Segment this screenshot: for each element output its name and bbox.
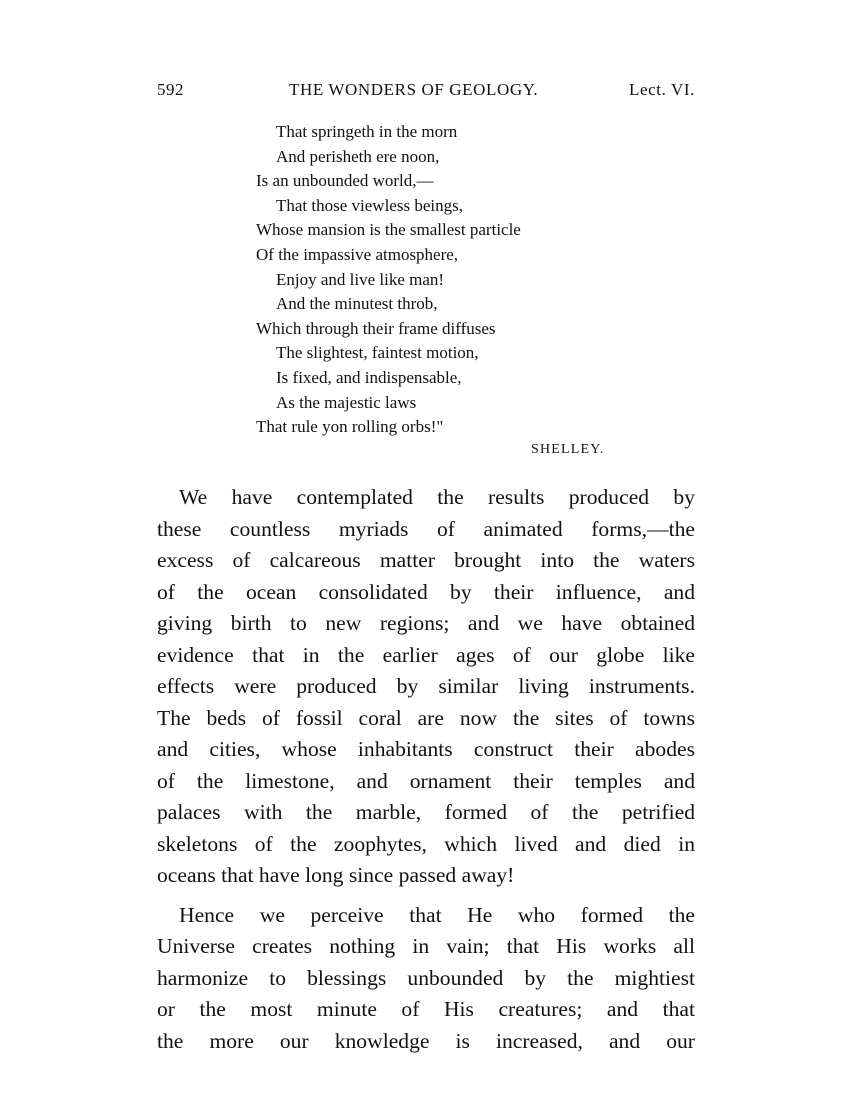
poem-line: Is an unbounded world,— [256,171,434,191]
poem-line: The slightest, faintest motion, [276,343,479,363]
text-line: excess of calcareous matter brought into the waters [157,548,695,572]
text-line: of the limestone, and ornament their temples and [157,768,695,793]
text-line: harmonize to blessings unbounded by the mightiest [157,965,695,990]
text-line: oceans that have long since passed away! [157,863,515,887]
text-line: these countless myriads of animated forms,—the [157,516,695,541]
text-line: Hence we perceive that He who formed the [179,902,695,927]
text-line: effects were produced by similar living instruments. [157,674,695,698]
poem-line: That rule yon rolling orbs!" [256,417,444,437]
poem-line: And perisheth ere noon, [276,146,440,166]
poem-line: Whose mansion is the smallest particle [256,220,521,240]
running-title: THE WONDERS OF GEOLOGY. [289,80,539,99]
poem-line: And the minutest throb, [276,294,438,314]
text-line: the more our knowledge is increased, and our [157,1028,695,1053]
paragraph [157,900,695,1058]
text-line: skeletons of the zoophytes, which lived and died in [157,831,695,856]
text-line: and cities, whose inhabitants construct their abodes [157,737,695,761]
poem-line: Of the impassive atmosphere, [256,244,459,264]
poem-line: As the majestic laws [276,392,417,412]
poem-line: Which through their frame diffuses [256,318,496,338]
text-line: or the most minute of His creatures; and that [157,997,695,1021]
text-line: of the ocean consolidated by their influence, and [157,579,695,604]
text-line: Universe creates nothing in vain; that His works all [157,934,695,958]
poem-attribution: SHELLEY. [531,442,605,457]
poem-line: Is fixed, and indispensable, [276,367,462,387]
text-line: We have contemplated the results produced by [179,485,695,509]
page-number: 592 [157,80,184,99]
text-line: The beds of fossil coral are now the sites of towns [157,705,695,730]
poem-line: That springeth in the morn [276,122,458,141]
text-line: palaces with the marble, formed of the petrified [157,800,695,824]
lecture-reference: Lect. VI. [629,80,695,99]
body-text [157,482,695,1057]
poem-line: Enjoy and live like man! [276,269,445,289]
poem-excerpt [256,120,656,440]
text-line: evidence that in the earlier ages of our globe like [157,642,695,667]
text-line: giving birth to new regions; and we have obtained [157,611,695,635]
poem-line: That those viewless beings, [276,195,463,215]
page-header [157,78,695,102]
paragraph [157,482,695,892]
